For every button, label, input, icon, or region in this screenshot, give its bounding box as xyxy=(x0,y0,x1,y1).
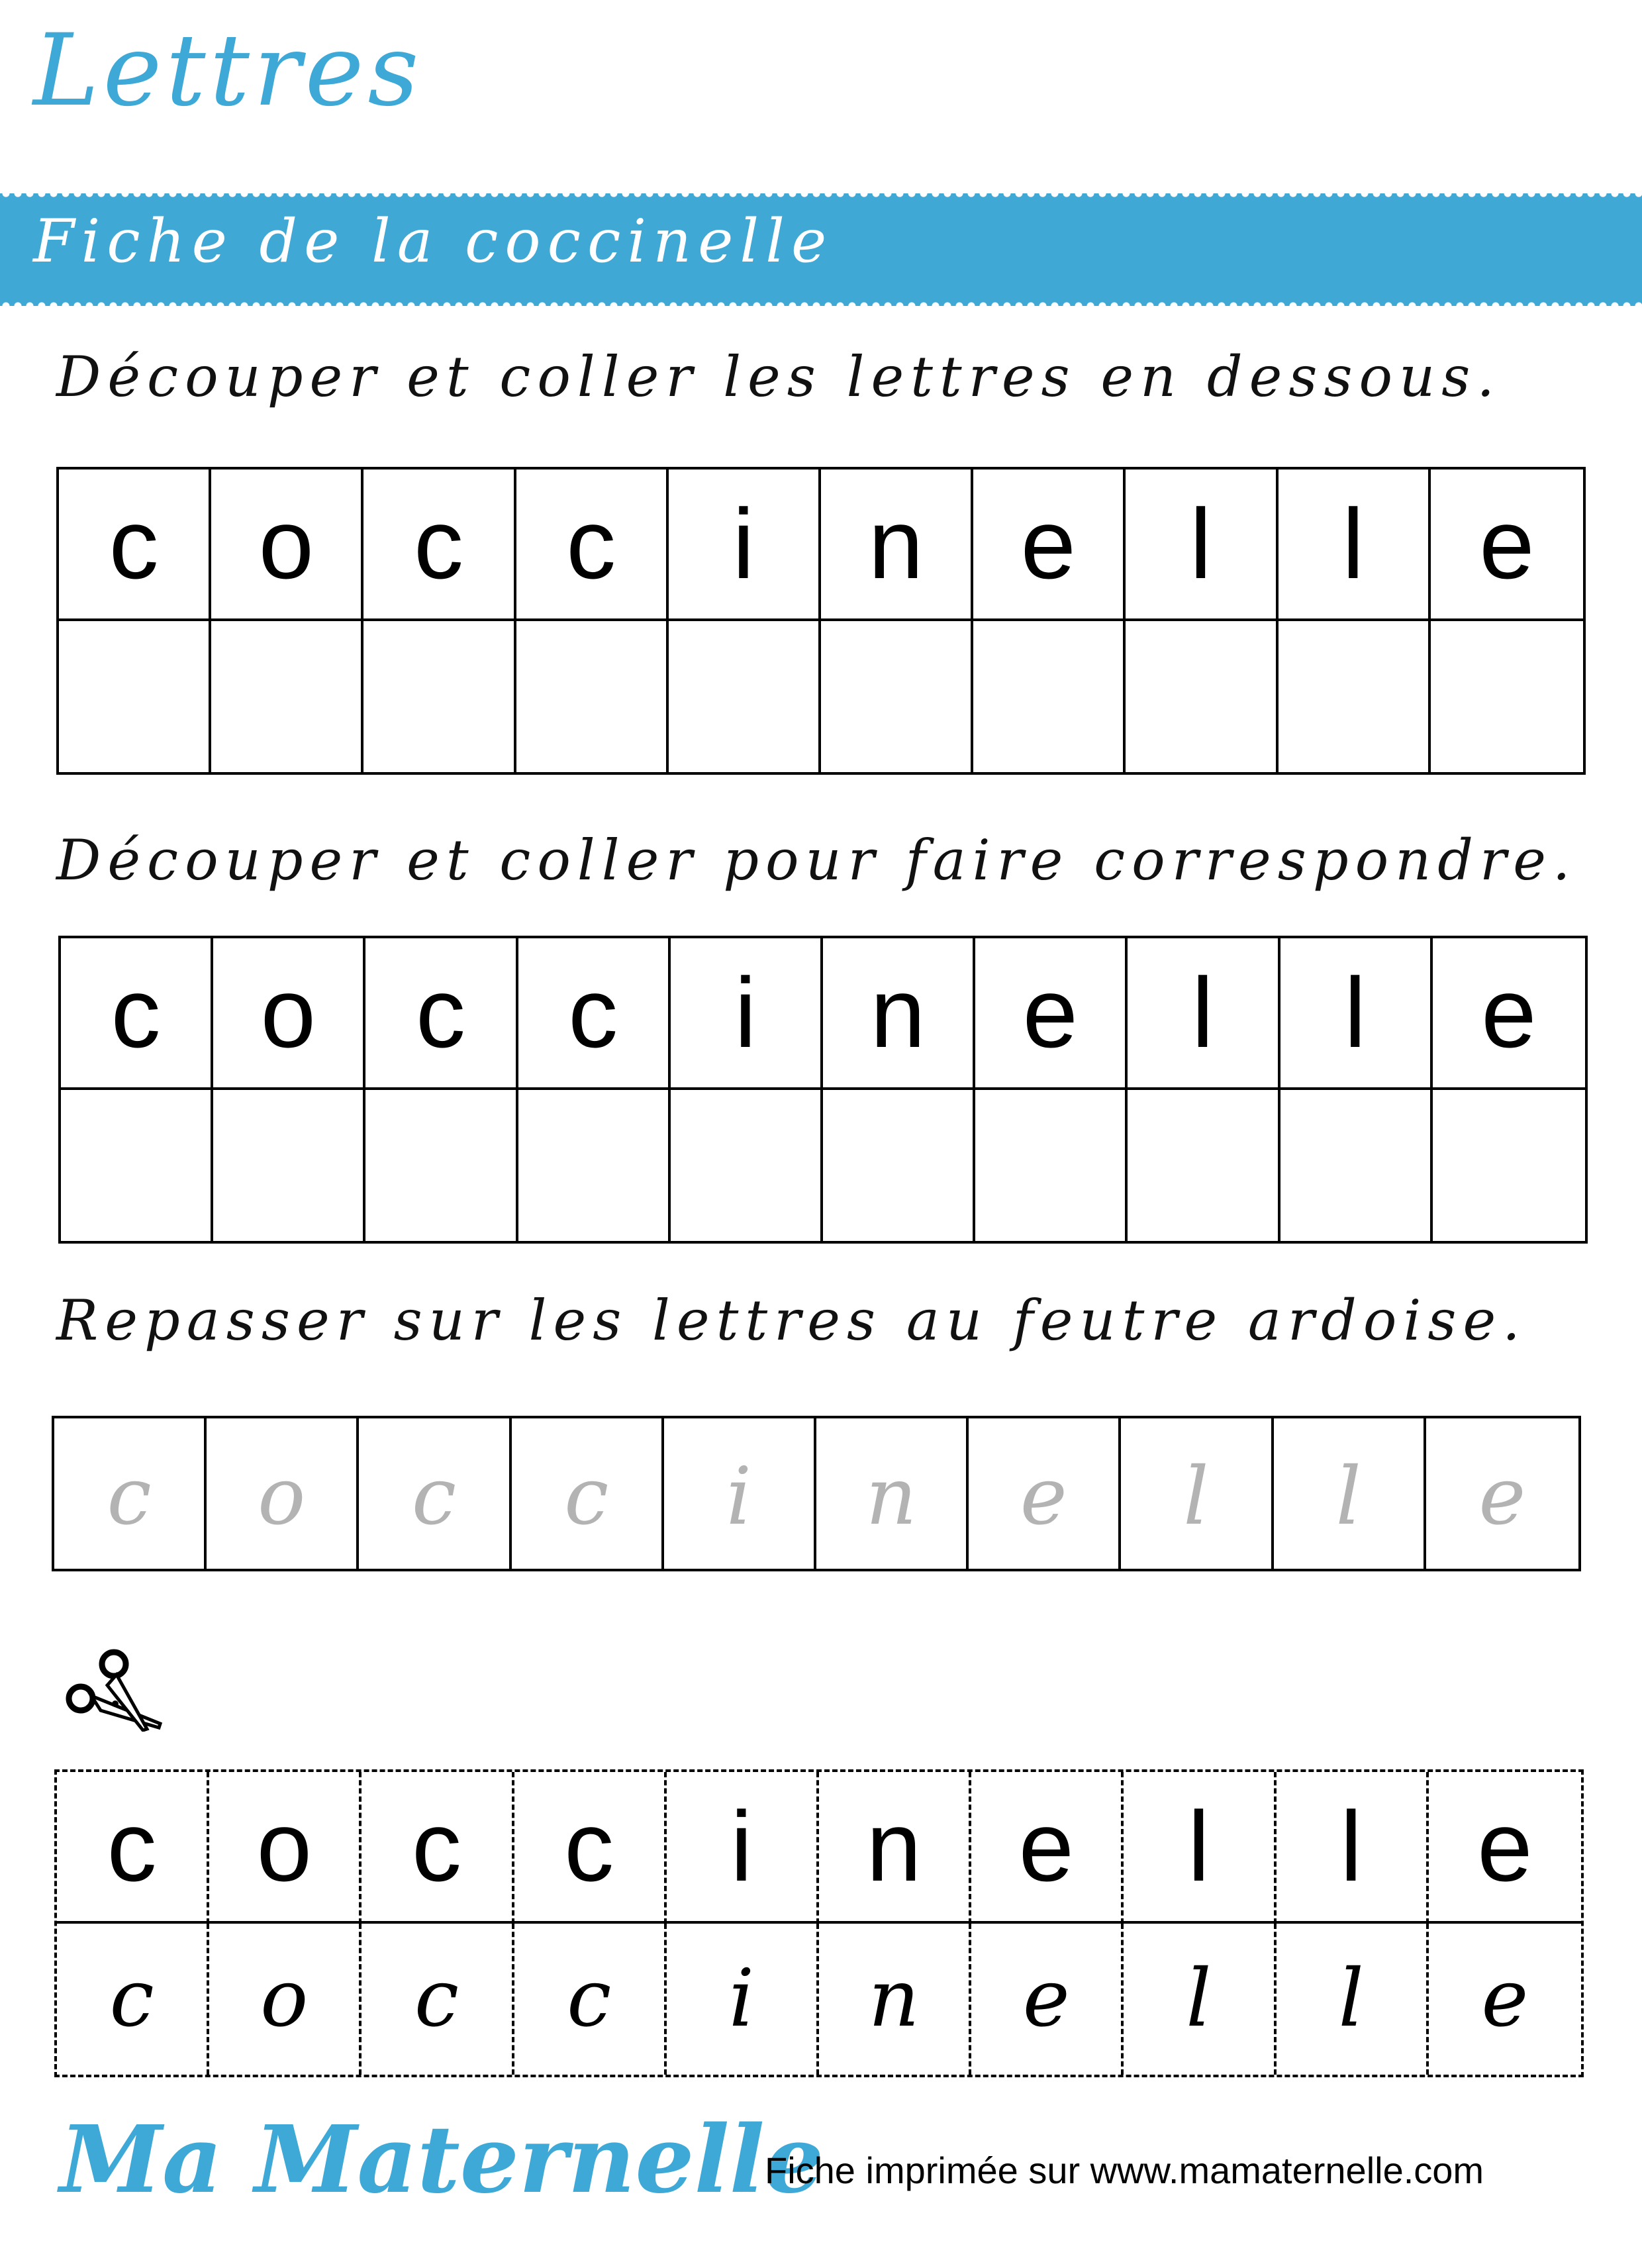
trace-letter-cell[interactable]: e xyxy=(969,1418,1121,1569)
paste-cell[interactable] xyxy=(671,1090,823,1242)
scissors-icon xyxy=(61,1646,167,1732)
trace-letter-cell[interactable]: c xyxy=(512,1418,664,1569)
cut-letter-print[interactable]: n xyxy=(819,1772,971,1924)
letter-cell: o xyxy=(211,469,363,621)
trace-letter-cell[interactable]: l xyxy=(1274,1418,1426,1569)
paste-cell[interactable] xyxy=(1279,621,1431,773)
cut-letter-cursive[interactable]: c xyxy=(514,1924,667,2075)
letter-cell: e xyxy=(1431,469,1583,621)
cut-letter-print[interactable]: i xyxy=(667,1772,819,1924)
banner-title: Fiche de la coccinelle xyxy=(33,207,834,276)
cut-letter-cursive[interactable]: l xyxy=(1277,1924,1429,2075)
cut-letter-cursive[interactable]: e xyxy=(971,1924,1124,2075)
instruction-1: Découper et coller les lettres en dessous. xyxy=(56,344,1502,409)
cut-letter-print[interactable]: e xyxy=(1429,1772,1581,1924)
cut-letter-print[interactable]: c xyxy=(57,1772,209,1924)
paste-cell[interactable] xyxy=(975,1090,1128,1242)
paste-cell[interactable] xyxy=(516,621,669,773)
cut-letter-print[interactable]: l xyxy=(1124,1772,1276,1924)
paste-cell[interactable] xyxy=(61,1090,213,1242)
letter-cell: l xyxy=(1128,938,1280,1090)
paste-cell[interactable] xyxy=(365,1090,518,1242)
paste-cell[interactable] xyxy=(1431,621,1583,773)
paste-cell[interactable] xyxy=(1280,1090,1433,1242)
cut-letter-cursive[interactable]: c xyxy=(362,1924,514,2075)
paste-cell[interactable] xyxy=(363,621,516,773)
banner xyxy=(0,193,1642,306)
cut-letter-cursive[interactable]: i xyxy=(667,1924,819,2075)
cut-letter-cursive[interactable]: o xyxy=(209,1924,362,2075)
letter-grid-1 xyxy=(56,467,1586,775)
letter-cell: e xyxy=(973,469,1126,621)
cut-letter-print[interactable]: o xyxy=(209,1772,362,1924)
letter-cell: c xyxy=(61,938,213,1090)
cut-letter-cursive[interactable]: c xyxy=(57,1924,209,2075)
letter-cell: e xyxy=(1433,938,1585,1090)
instruction-3: Repasser sur les lettres au feutre ardoise. xyxy=(56,1288,1527,1353)
letter-cell: c xyxy=(363,469,516,621)
instruction-2: Découper et coller pour faire correspondre. xyxy=(56,828,1577,893)
page-title: Lettres xyxy=(33,13,423,128)
paste-cell[interactable] xyxy=(518,1090,671,1242)
trace-letter-cell[interactable]: i xyxy=(664,1418,816,1569)
letter-cell: c xyxy=(365,938,518,1090)
paste-cell[interactable] xyxy=(1128,1090,1280,1242)
cut-letter-cursive[interactable]: l xyxy=(1124,1924,1276,2075)
letter-cell: l xyxy=(1279,469,1431,621)
paste-cell[interactable] xyxy=(211,621,363,773)
cut-letter-cursive[interactable]: e xyxy=(1481,1953,1529,2046)
letter-cell: l xyxy=(1280,938,1433,1090)
letter-cell: c xyxy=(518,938,671,1090)
letter-cell: e xyxy=(975,938,1128,1090)
trace-letter-cell[interactable]: c xyxy=(359,1418,511,1569)
cut-letter-cursive[interactable]: n xyxy=(819,1924,971,2075)
letter-cell: o xyxy=(213,938,365,1090)
paste-cell[interactable] xyxy=(669,621,821,773)
letter-cell: l xyxy=(1126,469,1278,621)
brand-logo: Ma Maternelle xyxy=(60,2106,824,2214)
cut-letter-print[interactable]: l xyxy=(1277,1772,1429,1924)
letter-cell: i xyxy=(669,469,821,621)
letter-cell: n xyxy=(823,938,975,1090)
trace-letter-cell[interactable]: e xyxy=(1478,1451,1526,1543)
cut-letter-print[interactable]: c xyxy=(514,1772,667,1924)
letter-cell: i xyxy=(671,938,823,1090)
letter-cell: c xyxy=(59,469,211,621)
letter-cell: n xyxy=(821,469,973,621)
cut-strip[interactable] xyxy=(54,1769,1584,2077)
letter-cell: c xyxy=(516,469,669,621)
cut-letter-print[interactable]: c xyxy=(362,1772,514,1924)
paste-cell[interactable] xyxy=(59,621,211,773)
trace-letter-cell[interactable]: o xyxy=(207,1418,359,1569)
paste-cell[interactable] xyxy=(823,1090,975,1242)
trace-letter-cell[interactable]: c xyxy=(54,1418,207,1569)
cut-letter-print[interactable]: e xyxy=(971,1772,1124,1924)
trace-letter-cell[interactable]: l xyxy=(1121,1418,1273,1569)
paste-cell[interactable] xyxy=(973,621,1126,773)
paste-cell[interactable] xyxy=(1433,1090,1585,1242)
footer-text: Fiche imprimée sur www.mamaternelle.com xyxy=(765,2149,1484,2191)
paste-cell[interactable] xyxy=(821,621,973,773)
paste-cell[interactable] xyxy=(213,1090,365,1242)
trace-grid xyxy=(52,1416,1581,1571)
paste-cell[interactable] xyxy=(1126,621,1278,773)
trace-letter-cell[interactable]: n xyxy=(816,1418,969,1569)
letter-grid-2 xyxy=(58,936,1588,1244)
